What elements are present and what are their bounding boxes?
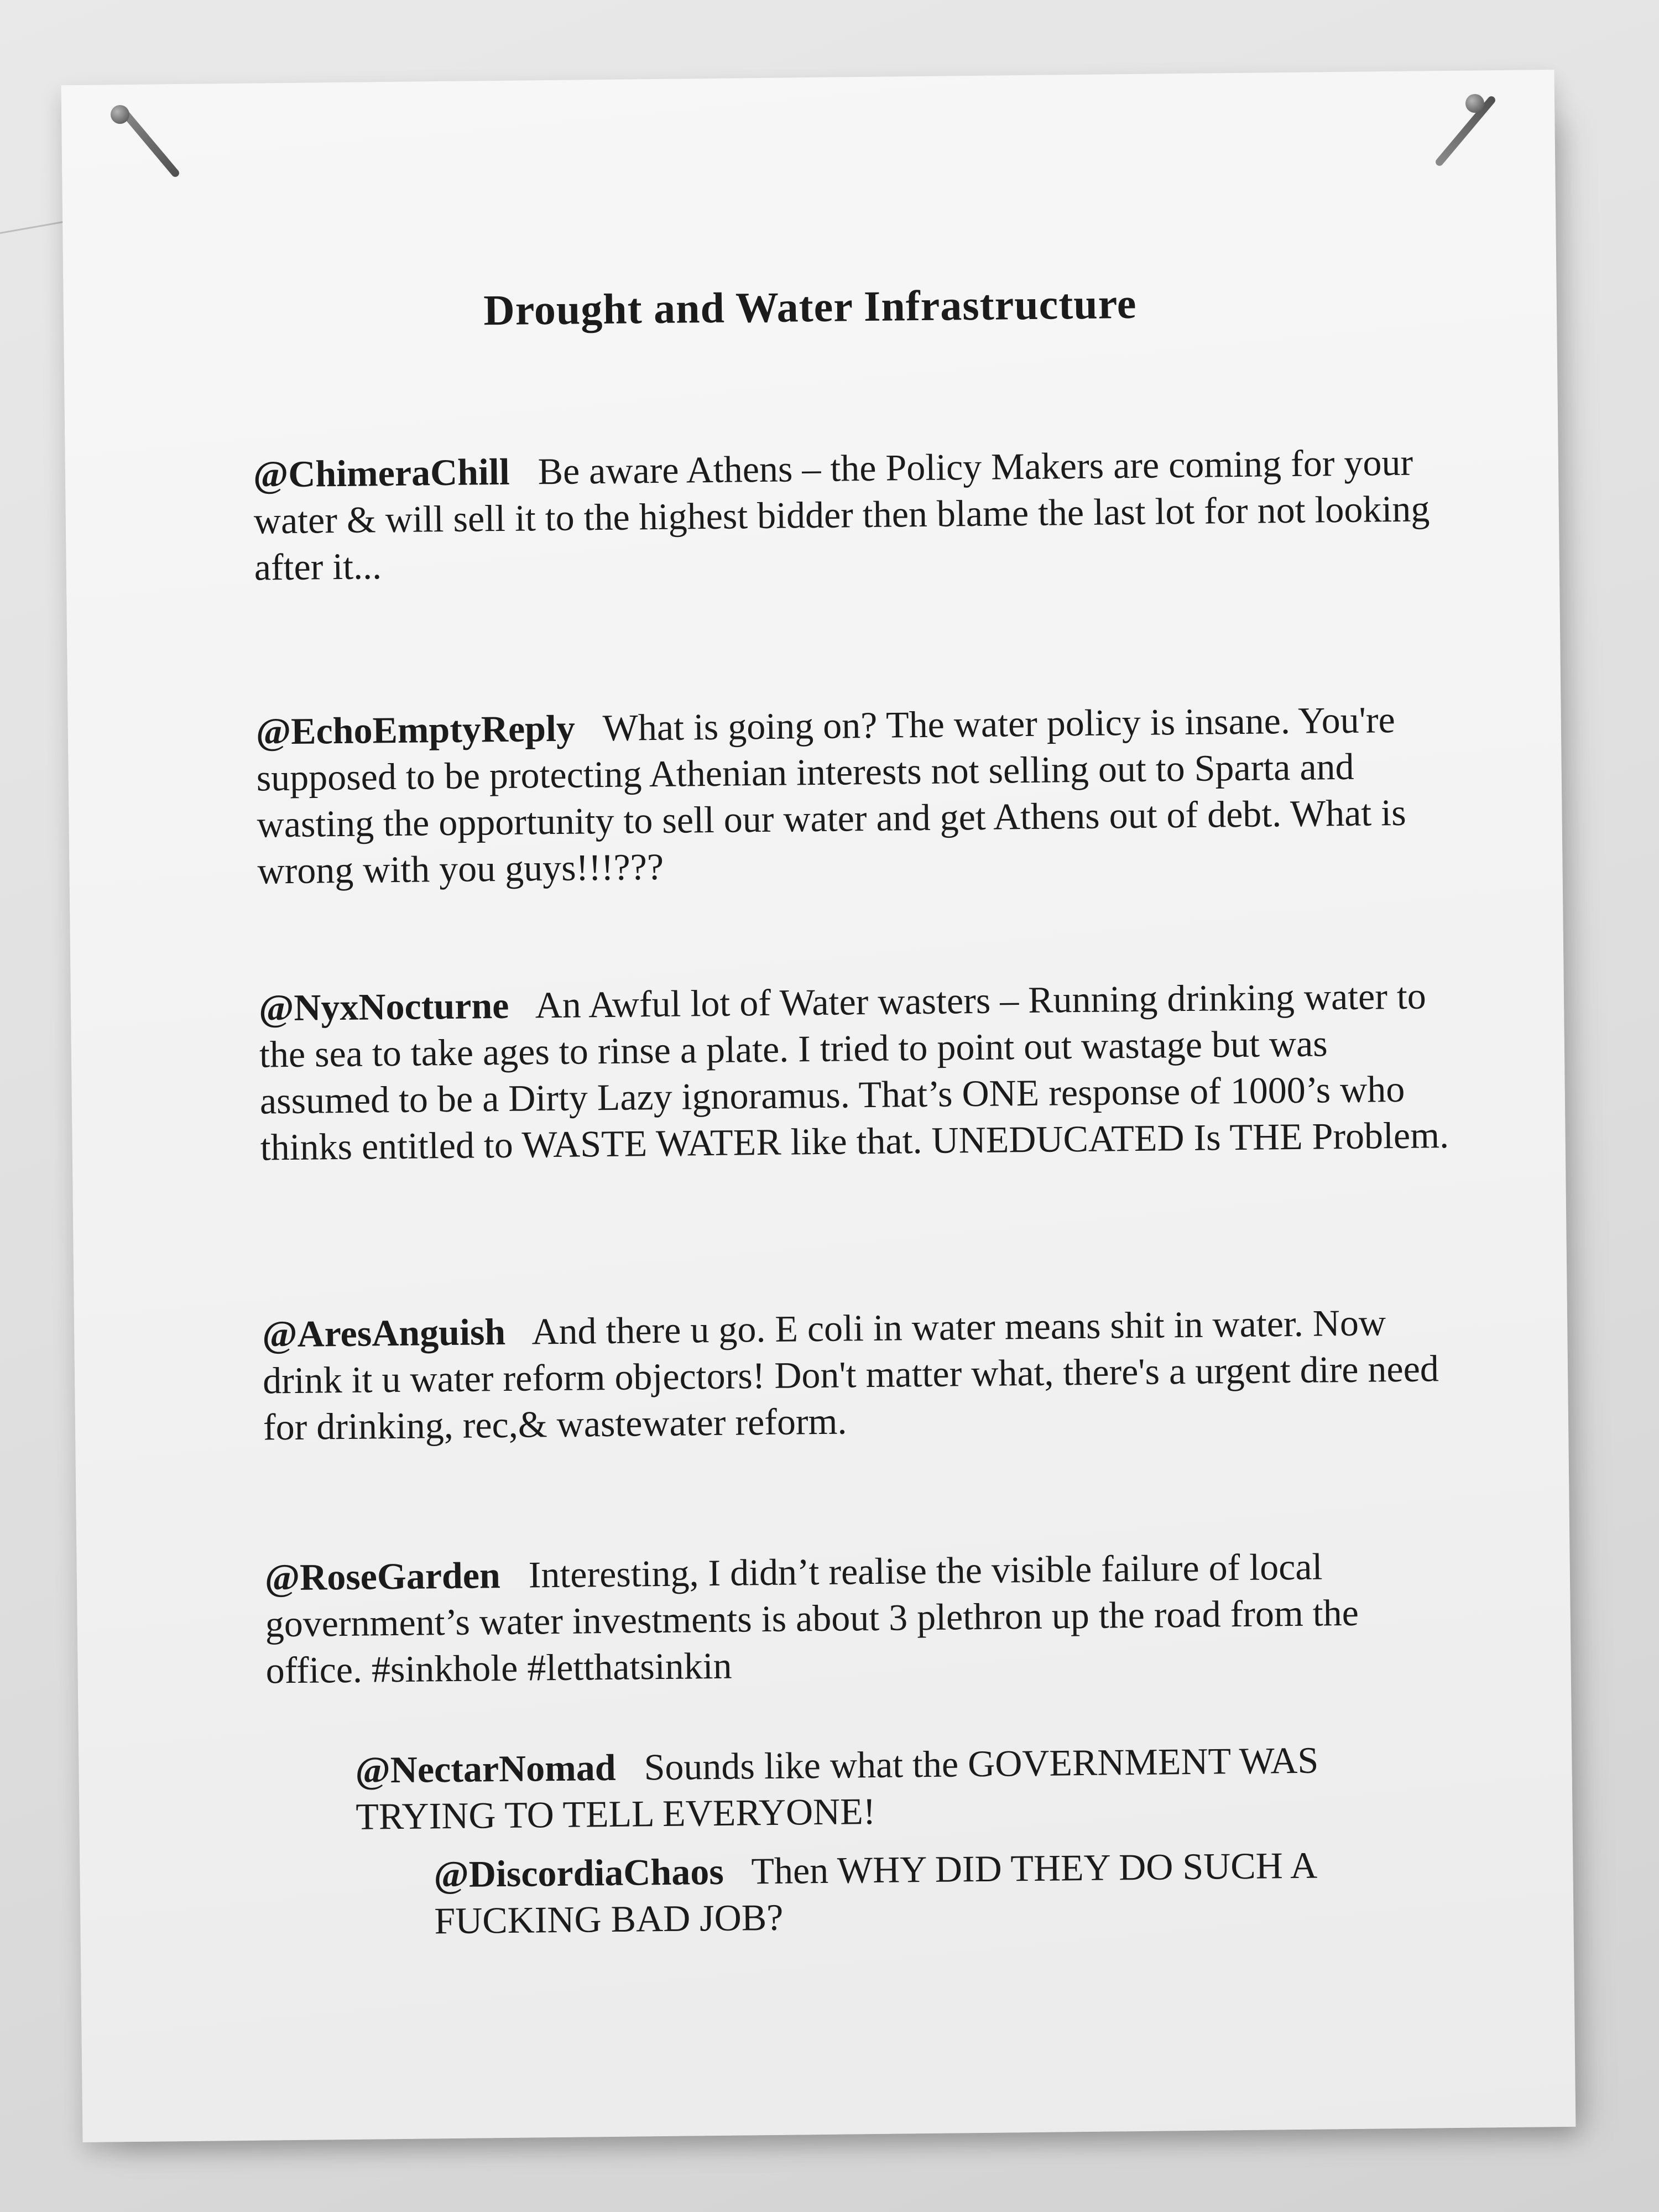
- post-handle: @RoseGarden: [264, 1554, 501, 1599]
- post-handle: @AresAnguish: [262, 1310, 506, 1355]
- post-handle: @EchoEmptyReply: [255, 707, 576, 753]
- post-echoemptyreply: [255, 696, 1446, 894]
- pin-head-right-icon: [1465, 94, 1484, 113]
- reply-discordiachaos: [434, 1841, 1408, 1944]
- post-text: Interesting, I didn’t realise the visible failure of local government’s water investments is about 3 plethron up the road from the office. #sinkhole #letthatsinkin: [265, 1545, 1359, 1692]
- post-handle: @NyxNocturne: [258, 984, 509, 1029]
- post-text: Then WHY DID THEY DO SUCH A FUCKING BAD JOB?: [434, 1844, 1316, 1942]
- post-rosegarden: [264, 1542, 1455, 1694]
- post-text: An Awful lot of Water wasters – Running drinking water to the sea to take ages to rinse a plate. I tried to point out wastage but was assumed to be a Dirty Lazy ignoramus. That’s ONE response of 1000’s who thinks entitled to WASTE WATER like that. UNEDUCATED Is THE Problem.: [259, 974, 1449, 1168]
- printed-sheet: [61, 70, 1576, 2142]
- post-chimerachill: [253, 439, 1444, 591]
- post-text: And there u go. E coli in water means shit in water. Now drink it u water reform objectors! Don't matter what, there's a urgent dire need for drinking, rec,& wastewater reform.: [262, 1301, 1439, 1448]
- reply-nectarnomad: [355, 1735, 1457, 1840]
- page-title: Drought and Water Infrastructure: [483, 279, 1137, 335]
- post-aresanguish: [262, 1298, 1453, 1451]
- pin-head-left-icon: [111, 105, 129, 124]
- post-nyxnocturne: [259, 972, 1449, 1170]
- post-text: What is going on? The water policy is insane. You're supposed to be protecting Athenian interests not selling out to Sparta and wasting the opportunity to sell our water and get Athens out of debt. What is wrong with you guys!!!???: [256, 698, 1406, 892]
- post-text: Be aware Athens – the Policy Makers are coming for your water & will sell it to the highest bidder then blame the last lot for not looking after it...: [253, 441, 1430, 588]
- post-handle: @DiscordiaChaos: [434, 1850, 724, 1896]
- post-text: Sounds like what the GOVERNMENT WAS TRYING TO TELL EVERYONE!: [356, 1739, 1319, 1838]
- post-handle: @ChimeraChill: [253, 450, 510, 495]
- post-handle: @NectarNomad: [355, 1746, 617, 1791]
